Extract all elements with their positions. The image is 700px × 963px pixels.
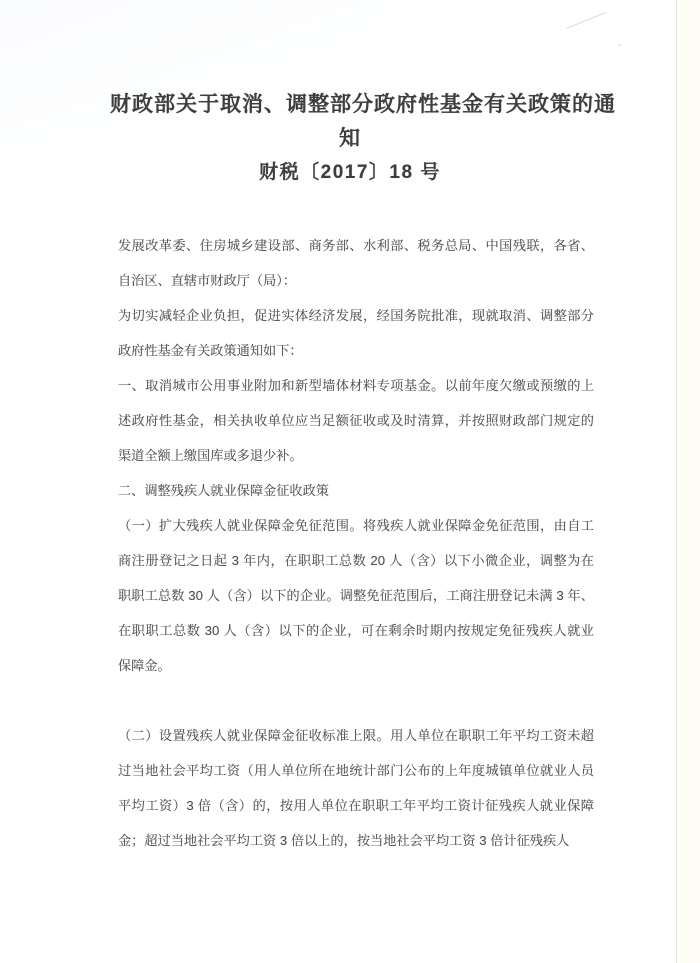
text-line: 政府性基金有关政策通知如下： — [118, 343, 303, 358]
document-title-line-2: 知 — [339, 127, 361, 150]
text-line: 为切实减轻企业负担，促进实体经济发展，经国务院批准，现就取消、调整部分 — [118, 308, 594, 323]
page-edge-strip — [677, 0, 700, 963]
document-body — [118, 228, 594, 858]
text-line: 在职职工总数 30 人（含）以下的企业，可在剩余时期内按规定免征残疾人就业 — [118, 623, 594, 638]
text-line: （二）设置残疾人就业保障金征收标准上限。用人单位在职职工年平均工资未超 — [118, 728, 594, 743]
text-line: 述政府性基金，相关执收单位应当足额征收或及时清算，并按照财政部门规定的 — [118, 413, 594, 428]
text-line: 发展改革委、住房城乡建设部、商务部、水利部、税务总局、中国残联，各省、 — [118, 238, 594, 253]
text-line: 自治区、直辖市财政厅（局）： — [118, 273, 297, 288]
text-line: 渠道全额上缴国库或多退少补。 — [118, 448, 303, 463]
page-edge-line — [676, 0, 677, 963]
paragraph-item-2-heading — [118, 473, 594, 508]
text-line: 金；超过当地社会平均工资 3 倍以上的，按当地社会平均工资 3 倍计征残疾人 — [118, 833, 570, 848]
text-line: 保障金。 — [118, 658, 171, 673]
text-line: 一、取消城市公用事业附加和新型墙体材料专项基金。以前年度欠缴或预缴的上 — [118, 378, 594, 393]
text-line: 商注册登记之日起 3 年内，在职职工总数 20 人（含）以下小微企业，调整为在 — [118, 553, 594, 568]
document-number: 财税〔2017〕18 号 — [259, 162, 441, 183]
paragraph-item-1 — [118, 368, 594, 473]
text-line: 二、调整残疾人就业保障金征收政策 — [118, 483, 329, 498]
text-line: 过当地社会平均工资（用人单位所在地统计部门公布的上年度城镇单位就业人员 — [118, 763, 594, 778]
text-line: 职职工总数 30 人（含）以下的企业。调整免征范围后，工商注册登记未满 3 年、 — [118, 588, 594, 603]
paragraph-item-2-2 — [118, 718, 594, 858]
scan-smudge-mark — [566, 12, 605, 29]
text-line: 平均工资）3 倍（含）的，按用人单位在职职工年平均工资计征残疾人就业保障 — [118, 798, 594, 813]
document-title-line-1: 财政部关于取消、调整部分政府性基金有关政策的通 — [110, 93, 616, 116]
paragraph-recipients — [118, 228, 594, 298]
paragraph-preamble — [118, 298, 594, 368]
text-line: （一）扩大残疾人就业保障金免征范围。将残疾人就业保障金免征范围，由自工 — [118, 518, 594, 533]
scan-smudge-dot — [618, 44, 621, 46]
paragraph-item-2-1 — [118, 508, 594, 683]
document-header — [110, 88, 616, 190]
